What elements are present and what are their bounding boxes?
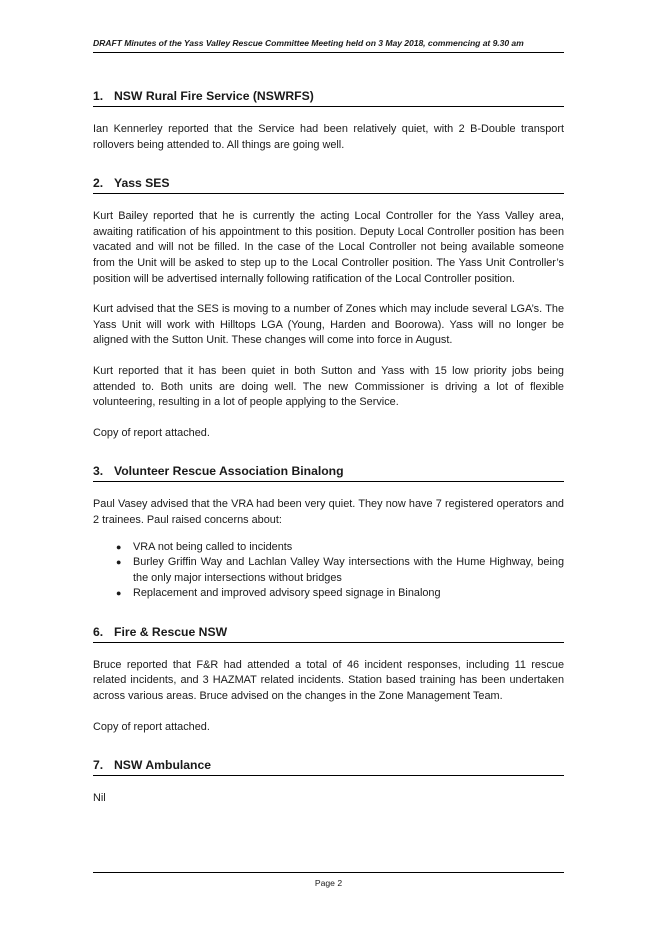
bullet-icon: ● — [116, 588, 122, 599]
page-number: Page 2 — [314, 878, 343, 888]
section-fire-rescue — [93, 620, 564, 735]
paragraph: Copy of report attached. — [93, 720, 210, 733]
document-body — [93, 84, 564, 807]
section-heading — [93, 459, 564, 482]
list-item — [93, 586, 564, 602]
section-heading — [93, 620, 564, 643]
paragraph: Ian Kennerley reported that the Service had been relatively quiet, with 2 B-Double transport rollovers being attended to. All things are going well. — [93, 123, 564, 151]
section-heading — [93, 171, 564, 194]
paragraph: Nil — [93, 792, 106, 805]
bullet-icon: ● — [116, 557, 122, 568]
section-title: NSW Ambulance — [114, 758, 212, 773]
page-footer — [93, 872, 564, 888]
section-ses — [93, 171, 564, 441]
section-heading — [93, 84, 564, 107]
paragraph: Kurt Bailey reported that he is currently the acting Local Controller for the Yass Valley area, awaiting ratification of his appointment to this position. Deputy Local Controller position has been vacated and will not be filled. In the case of the Local Controller not being available someone from the Unit will be asked to step up to the Local Controller position. The Yass Unit Controller’s position will be advertised internally following ratification of the Local Controller position. — [93, 210, 564, 285]
list-item-text: Replacement and improved advisory speed signage in Binalong — [133, 587, 441, 600]
paragraph: Paul Vasey advised that the VRA had been very quiet. They now have 7 registered operators and 2 trainees. Paul raised concerns about: — [93, 498, 564, 526]
section-vra — [93, 459, 564, 602]
section-number: 3. — [93, 464, 104, 479]
section-title: Volunteer Rescue Association Binalong — [114, 464, 344, 479]
list-item — [93, 555, 564, 586]
list-item-text: Burley Griffin Way and Lachlan Valley Way intersections with the Hume Highway, being the only major intersections without bridges — [133, 556, 564, 584]
concerns-list — [93, 540, 564, 602]
section-heading — [93, 753, 564, 776]
section-number: 2. — [93, 176, 104, 191]
section-number: 6. — [93, 624, 104, 639]
paragraph: Copy of report attached. — [93, 426, 210, 439]
list-item — [93, 540, 564, 556]
page-header: DRAFT Minutes of the Yass Valley Rescue Committee Meeting held on 3 May 2018, commencing at 9.30 am — [93, 38, 564, 53]
paragraph: Kurt reported that it has been quiet in both Sutton and Yass with 15 low priority jobs being attended to. Both units are doing well. The new Commissioner is driving a lot of flexible volunteering, resulting in a lot of people applying to the Service. — [93, 364, 564, 409]
list-item-text: VRA not being called to incidents — [133, 540, 293, 553]
paragraph: Kurt advised that the SES is moving to a number of Zones which may include several LGA’s. The Yass Unit will work with Hilltops LGA (Young, Harden and Boorowa). Yass will no longer be aligned with the Sutton Unit. These changes will come into force in August. — [93, 303, 564, 347]
section-title: Fire & Rescue NSW — [114, 624, 228, 639]
bullet-icon: ● — [116, 541, 122, 552]
section-number: 1. — [93, 89, 104, 103]
section-number: 7. — [93, 758, 104, 773]
paragraph: Bruce reported that F&R had attended a total of 46 incident responses, including 11 rescue related incidents, and 3 HAZMAT related incidents. Station based training has been undertaken across various areas. Bruce advised on the changes in the Zone Management Team. — [93, 658, 564, 703]
section-title: Yass SES — [114, 176, 170, 191]
section-title: NSW Rural Fire Service (NSWRFS) — [114, 89, 314, 103]
section-rfs — [93, 84, 564, 153]
section-ambulance — [93, 753, 564, 807]
